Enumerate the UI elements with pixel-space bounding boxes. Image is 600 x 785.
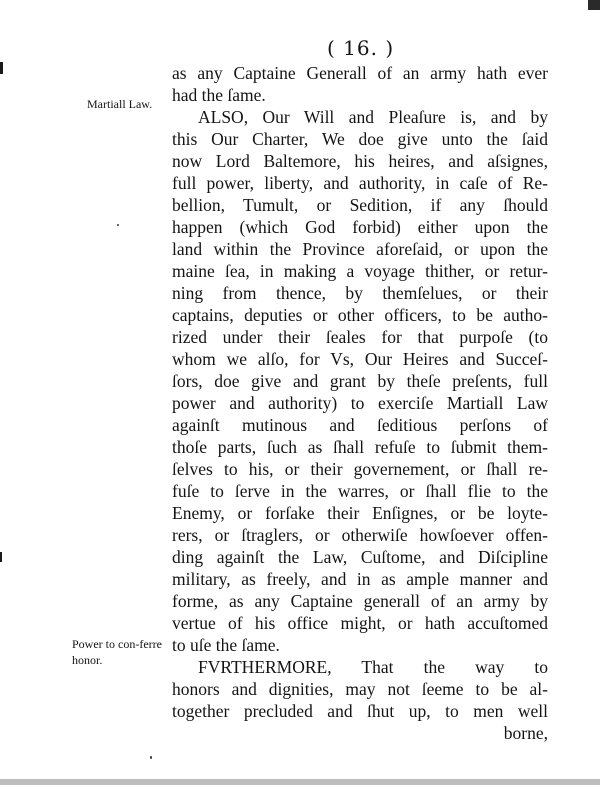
text-line: ſelves to his, or their governement, or ſhall re-	[172, 459, 548, 479]
text-line: now Lord Baltemore, his heires, and aſsignes,	[172, 151, 548, 171]
text-line: fuſe to ſerve in the warres, or ſhall flie to the	[172, 481, 548, 501]
right-edge-shadow	[588, 0, 600, 10]
text-line: full power, liberty, and authority, in caſe of Re-	[172, 173, 548, 193]
text-line: whom we alſo, for Vs, Our Heires and Succeſ-	[172, 349, 548, 369]
text-line: forme, as any Captaine generall of an army by	[172, 591, 548, 611]
text-line: captains, deputies or other officers, to be autho-	[172, 305, 548, 325]
text-line: vertue of his office might, or hath accuſtomed	[172, 613, 548, 633]
ink-speck	[150, 756, 152, 759]
text-line: ſors, doe give and grant by theſe preſents, full	[172, 371, 548, 391]
text-line: Enemy, or forſake their Enſignes, or be loyte-	[172, 503, 548, 523]
margin-note-power-to-conferre-honor: Power to con-ferre honor.	[72, 637, 162, 667]
text-line: FVRTHERMORE, That the way to	[198, 657, 548, 677]
text-line: againſt mutinous and ſeditious perſons of	[172, 415, 548, 435]
text-line: together precluded and ſhut up, to men well	[172, 701, 548, 721]
text-line: honors and dignities, may not ſeeme to be al-	[172, 679, 548, 699]
text-line: as any Captaine Generall of an army hath ever	[172, 63, 548, 83]
text-line: rized under their ſeales for that purpoſe (to	[172, 327, 548, 347]
left-edge-mark	[0, 552, 2, 562]
text-line: power and authority) to exerciſe Martiall Law	[172, 393, 548, 413]
text-line: ALSO, Our Will and Pleaſure is, and by	[198, 107, 548, 127]
ink-speck	[117, 224, 119, 226]
catchword: borne,	[503, 723, 548, 743]
text-line: rers, or ſtraglers, or otherwiſe howſoever offen-	[172, 525, 548, 545]
text-line: bellion, Tumult, or Sedition, if any ſhould	[172, 195, 548, 215]
text-line: thoſe parts, ſuch as ſhall refuſe to ſubmit them-	[172, 437, 548, 457]
text-line: this Our Charter, We doe give unto the ſaid	[172, 129, 548, 149]
bottom-scan-border	[0, 779, 600, 785]
margin-note-martial-law: Martiall Law.	[87, 97, 153, 111]
text-line: land within the Province aforeſaid, or upon the	[172, 239, 548, 259]
text-line: had the ſame.	[172, 85, 266, 105]
text-line: ning from thence, by themſelues, or their	[172, 283, 548, 303]
page-number: ( 16. )	[327, 36, 395, 60]
text-line: maine ſea, in making a voyage thither, or retur-	[172, 261, 548, 281]
text-line: ding againſt the Law, Cuſtome, and Diſcipline	[172, 547, 548, 567]
left-edge-mark	[0, 62, 3, 74]
text-line: happen (which God forbid) either upon the	[172, 217, 548, 237]
text-line: military, as freely, and in as ample manner and	[172, 569, 548, 589]
text-line: to uſe the ſame.	[172, 635, 280, 655]
